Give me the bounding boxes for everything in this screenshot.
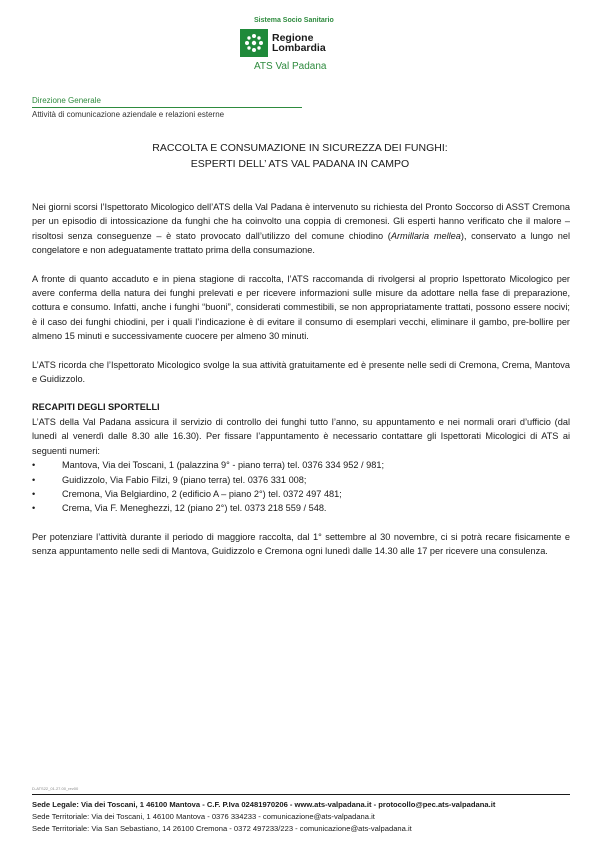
bullet: • (32, 460, 36, 471)
ats-label: ATS Val Padana (254, 61, 327, 72)
bullet: • (32, 474, 36, 485)
office-crema: Crema, Via F. Meneghezzi, 12 (piano 2°) tel. 0373 218 559 / 548. (62, 503, 327, 514)
paragraph-incident (32, 200, 570, 258)
footer-territorial-cremona: Sede Territoriale: Via San Sebastiano, 14 26100 Cremona - 0372 497233/223 - comunicazione@ats-valpadana.it (32, 824, 412, 833)
office-list (32, 458, 570, 516)
list-item (32, 458, 570, 472)
document-body (32, 200, 570, 573)
brand-line2: Lombardia (272, 42, 326, 54)
bullet: • (32, 503, 36, 514)
page-footer (32, 786, 570, 835)
division-unit: Attività di comunicazione aziendale e relazioni esterne (32, 110, 225, 119)
office-guidizzolo: Guidizzolo, Via Fabio Filzi, 9 (piano terra) tel. 0376 331 008; (62, 474, 307, 485)
system-label: Sistema Socio Sanitario (254, 17, 334, 24)
division-name: Direzione Generale (32, 96, 101, 105)
paragraph-service: L’ATS ricorda che l’Ispettorato Micologico svolge la sua attività gratuitamente ed è presente nelle sedi di Cremona, Crema, Mantova e Guidizzolo. (32, 359, 570, 385)
title-line1: RACCOLTA E CONSUMAZIONE IN SICUREZZA DEI FUNGHI: (152, 142, 448, 154)
footer-divider (32, 794, 570, 795)
list-item (32, 501, 570, 515)
division-divider (32, 107, 302, 108)
ats-logo (240, 16, 390, 72)
document-title (0, 140, 600, 172)
regione-lombardia-icon (240, 29, 268, 57)
doc-reference: D-ATS22_01.27.00_rev00 (32, 786, 79, 791)
division-block (32, 96, 302, 120)
paragraph-season-hours: Per potenziare l’attività durante il periodo di maggiore raccolta, dal 1° settembre al 30 novembre, ci si potrà recare fisicamente e senza appuntamento nelle sedi di Mantova, Guidizzolo e Cremona ogni lunedì dalle 14.30 alle 17 per ricevere una consulenza. (32, 531, 570, 557)
office-cremona: Cremona, Via Belgiardino, 2 (edificio A – piano 2°) tel. 0372 497 481; (62, 488, 342, 499)
species-name: Armillaria mellea (390, 230, 461, 241)
bullet: • (32, 488, 36, 499)
office-mantova: Mantova, Via dei Toscani, 1 (palazzina 9° - piano terra) tel. 0376 334 952 / 981; (62, 460, 385, 471)
regione-logo (240, 29, 390, 57)
title-line2: ESPERTI DELL’ ATS VAL PADANA IN CAMPO (190, 158, 410, 170)
footer-legal: Sede Legale: Via dei Toscani, 1 46100 Mantova - C.F. P.Iva 02481970206 - www.ats-valpadana.it - protocollo@pec.ats-valpadana.it (32, 800, 496, 809)
list-item (32, 487, 570, 501)
paragraph-recommendation: A fronte di quanto accaduto e in piena stagione di raccolta, l’ATS raccomanda di rivolgersi al proprio Ispettorato Micologico per avere conferma della natura dei funghi prelevati e per ricevere informazioni sulle misure da adottare nella fase di preparazione, cottura e consumo. Infatti, anche i funghi “buoni”, considerati commestibili, se non appropriatamente trattati, possono essere nocivi; è il caso dei funghi chiodini, per i quali l’indicazione è di evitare il consumo di esemplari vecchi, eliminare il gambo, pre-bollire per almeno 15 minuti e successivamente cuocere per almeno 30 minuti. (32, 273, 570, 342)
brand-line1: Regione (272, 32, 314, 44)
paragraph-contacts: L’ATS della Val Padana assicura il servizio di controllo dei funghi tutto l’anno, su appuntamento e nei normali orari d’ufficio (dal lunedì al venerdì dalle 8.30 alle 16.30). Per fissare l’appuntamento è necessario contattare gli Ispettorati Micologici di ATS ai seguenti numeri: (32, 416, 570, 456)
list-item (32, 473, 570, 487)
section-title-contacts: RECAPITI DEGLI SPORTELLI (32, 402, 160, 413)
footer-territorial-mantova: Sede Territoriale: Via dei Toscani, 1 46100 Mantova - 0376 334233 - comunicazione@ats-valpadana.it (32, 812, 375, 821)
paragraph-incident-text-a: Nei giorni scorsi l’Ispettorato Micologico dell’ATS della Val Padana è intervenuto su richiesta del Pronto Soccorso di ASST Cremona per un episodio di intossicazione da funghi che ha coinvolto una coppia di cremonesi. Gli esperti hanno verificato che il malore – risoltosi senza conseguenze – è stato provocato dall’utilizzo del comune chiodino ( (32, 202, 570, 241)
brand-name (272, 33, 326, 53)
paragraph-incident-text-b: ), conservato a lungo nel congelatore e non adeguatamente trattato prima della consumazione. (32, 230, 570, 256)
